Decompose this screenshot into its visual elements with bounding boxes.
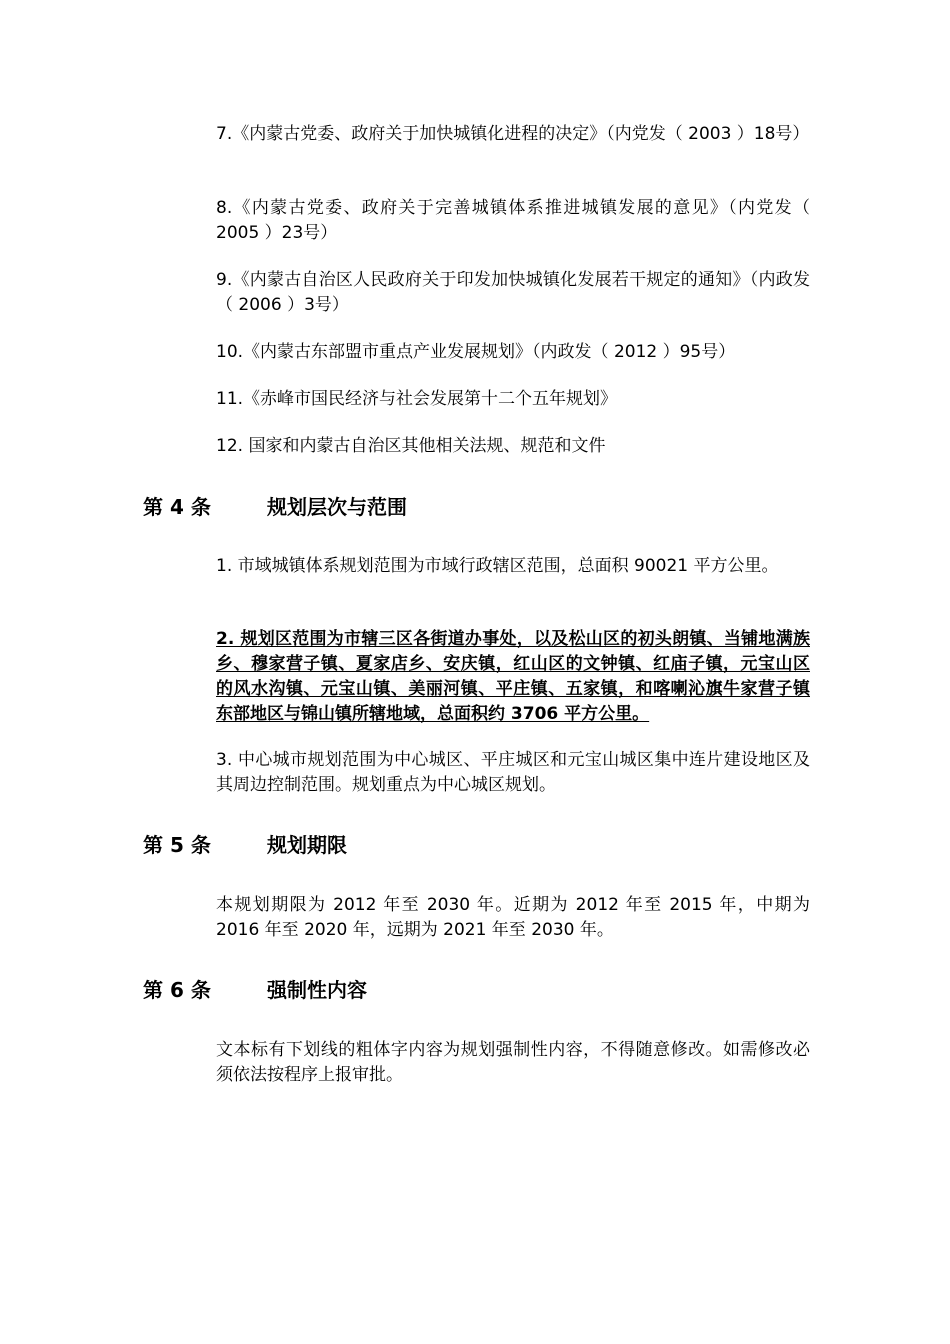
- article-4-number: 第 4 条: [143, 495, 211, 519]
- reference-item-10: 10.《内蒙古东部盟市重点产业发展规划》（内政发（ 2012 ）95号）: [216, 342, 736, 362]
- article-6-body: 文本标有下划线的粗体字内容为规划强制性内容，不得随意修改。如需修改必须依法按程序上报审批。: [216, 1040, 810, 1085]
- article-4-item-3: 3. 中心城市规划范围为中心城区、平庄城区和元宝山城区集中连片建设地区及其周边控制范围。规划重点为中心城区规划。: [216, 750, 810, 795]
- reference-item-11: 11.《赤峰市国民经济与社会发展第十二个五年规划》: [216, 389, 618, 409]
- article-4-heading: [143, 492, 407, 522]
- article-5-number: 第 5 条: [143, 833, 211, 857]
- reference-item-8: 8.《内蒙古党委、政府关于完善城镇体系推进城镇发展的意见》（内党发（ 2005 ）23号）: [216, 198, 810, 243]
- article-4-item-1: 1. 市域城镇体系规划范围为市域行政辖区范围，总面积 90021 平方公里。: [216, 556, 779, 576]
- reference-item-12: 12. 国家和内蒙古自治区其他相关法规、规范和文件: [216, 436, 606, 456]
- article-5-body: 本规划期限为 2012 年至 2030 年。近期为 2012 年至 2015 年，中期为 2016 年至 2020 年，远期为 2021 年至 2030 年。: [216, 895, 810, 940]
- article-6-title: 强制性内容: [267, 978, 367, 1002]
- article-5-heading: [143, 830, 347, 860]
- article-4-title: 规划层次与范围: [267, 495, 407, 519]
- article-4-item-2-mandatory: 2. 规划区范围为市辖三区各街道办事处，以及松山区的初头朗镇、当铺地满族乡、穆家营子镇、夏家店乡、安庆镇，红山区的文钟镇、红庙子镇，元宝山区的风水沟镇、元宝山镇、美丽河镇、平庄镇、五家镇，和喀喇沁旗牛家营子镇东部地区与锦山镇所辖地域，总面积约 3706 平方公里。: [216, 629, 810, 724]
- article-5-title: 规划期限: [267, 833, 347, 857]
- article-6-number: 第 6 条: [143, 978, 211, 1002]
- reference-item-9: 9.《内蒙古自治区人民政府关于印发加快城镇化发展若干规定的通知》（内政发（ 2006 ）3号）: [216, 270, 810, 315]
- article-6-heading: [143, 975, 367, 1005]
- reference-item-7: 7.《内蒙古党委、政府关于加快城镇化进程的决定》（内党发（ 2003 ）18号）: [216, 124, 810, 144]
